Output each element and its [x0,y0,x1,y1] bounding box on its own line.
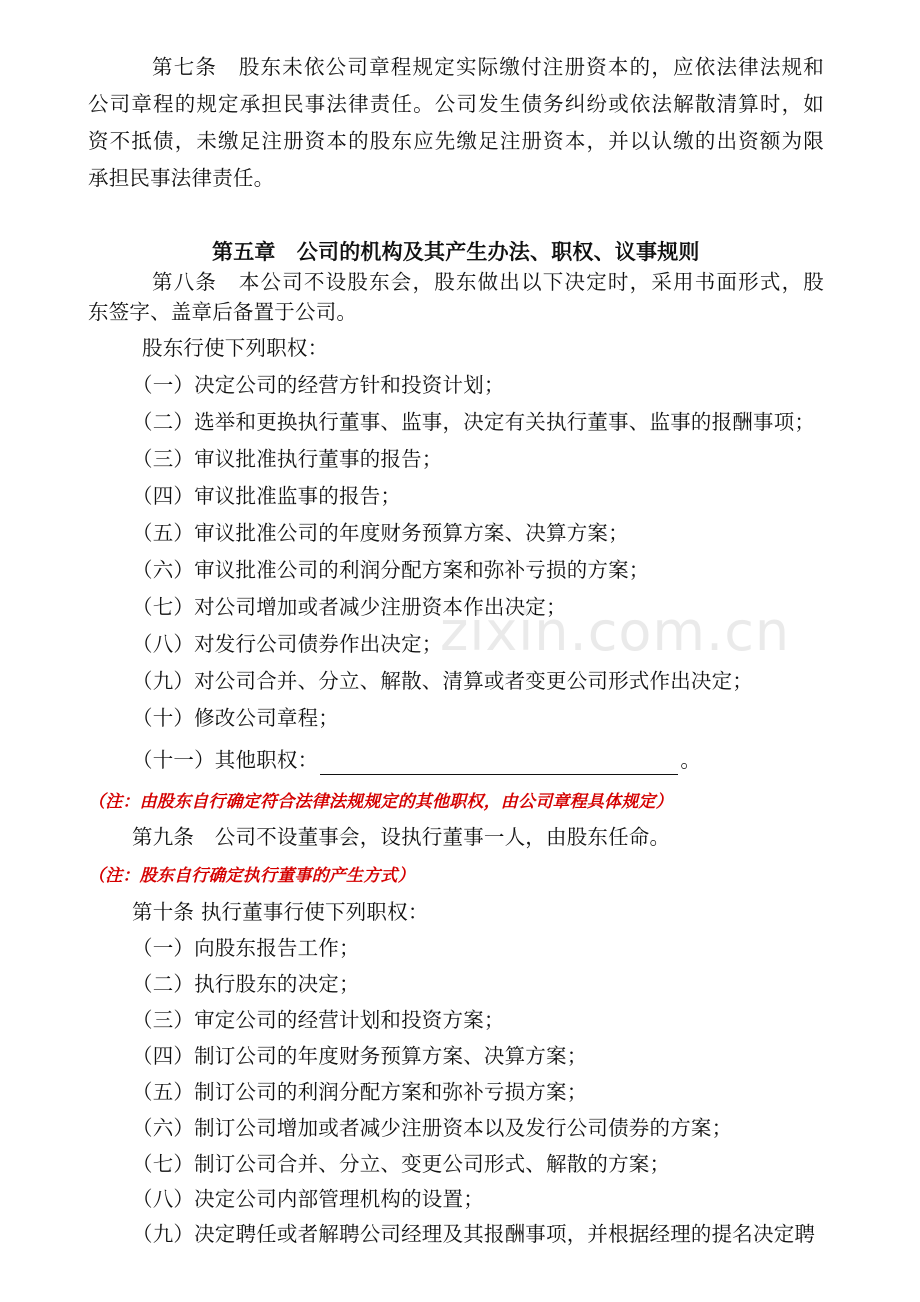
list-item: （二）执行股东的决定； [132,972,360,996]
article7-line-3: 资不抵债，未缴足注册资本的股东应先缴足注册资本，并以认缴的出资额为限 [88,129,824,153]
shareholder-powers-intro: 股东行使下列职权： [142,336,329,360]
list-item: （一）决定公司的经营方针和投资计划； [132,373,505,397]
list-item: （四）制订公司的年度财务预算方案、决算方案； [132,1044,588,1068]
list-item: （八）对发行公司债券作出决定； [132,632,443,656]
list-item: （五）制订公司的利润分配方案和弥补亏损方案； [132,1080,588,1104]
list-item: （二）选举和更换执行董事、监事，决定有关执行董事、监事的报酬事项； [132,410,816,434]
fill-in-blank [320,752,678,775]
list-item: （七）对公司增加或者减少注册资本作出决定； [132,595,567,619]
article7-line-1: 第七条 股东未依公司章程规定实际缴付注册资本的，应依法律法规和 [152,55,824,79]
list-item: （七）制订公司合并、分立、变更公司形式、解散的方案； [132,1152,671,1176]
list-item: （九）对公司合并、分立、解散、清算或者变更公司形式作出决定； [132,669,753,693]
chapter-heading: 第五章 公司的机构及其产生办法、职权、议事规则 [212,239,700,264]
list-item: （十）修改公司章程； [132,706,339,730]
list-item: （四）审议批准监事的报告； [132,484,402,508]
article10-intro: 第十条 执行董事行使下列职权： [132,900,429,924]
other-powers-label: （十一）其他职权： [132,748,319,772]
list-item-other-powers [132,745,701,775]
note-other-powers: （注：由股东自行确定符合法律法规规定的其他职权，由公司章程具体规定） [88,792,673,812]
watermark: zixin.com.cn [440,600,791,663]
list-item: （九）决定聘任或者解聘公司经理及其报酬事项，并根据经理的提名决定聘 [132,1222,816,1246]
article8-line-1: 第八条 本公司不设股东会，股东做出以下决定时，采用书面形式，股 [152,270,824,294]
list-item: （三）审议批准执行董事的报告； [132,447,443,471]
article7-line-2: 公司章程的规定承担民事法律责任。公司发生债务纠纷或依法解散清算时，如 [88,92,824,116]
list-item: （一）向股东报告工作； [132,936,360,960]
other-powers-end: 。 [680,748,702,772]
note-director-appointment: （注：股东自行确定执行董事的产生方式） [88,866,415,886]
list-item: （三）审定公司的经营计划和投资方案； [132,1008,505,1032]
list-item: （六）制订公司增加或者减少注册资本以及发行公司债券的方案； [132,1116,733,1140]
article7-line-4: 承担民事法律责任。 [88,166,275,190]
article9-text: 第九条 公司不设董事会，设执行董事一人，由股东任命。 [132,825,671,849]
list-item: （六）审议批准公司的利润分配方案和弥补亏损的方案； [132,558,650,582]
list-item: （五）审议批准公司的年度财务预算方案、决算方案； [132,521,629,545]
list-item: （八）决定公司内部管理机构的设置； [132,1187,484,1211]
article8-line-2: 东签字、盖章后备置于公司。 [88,300,358,324]
